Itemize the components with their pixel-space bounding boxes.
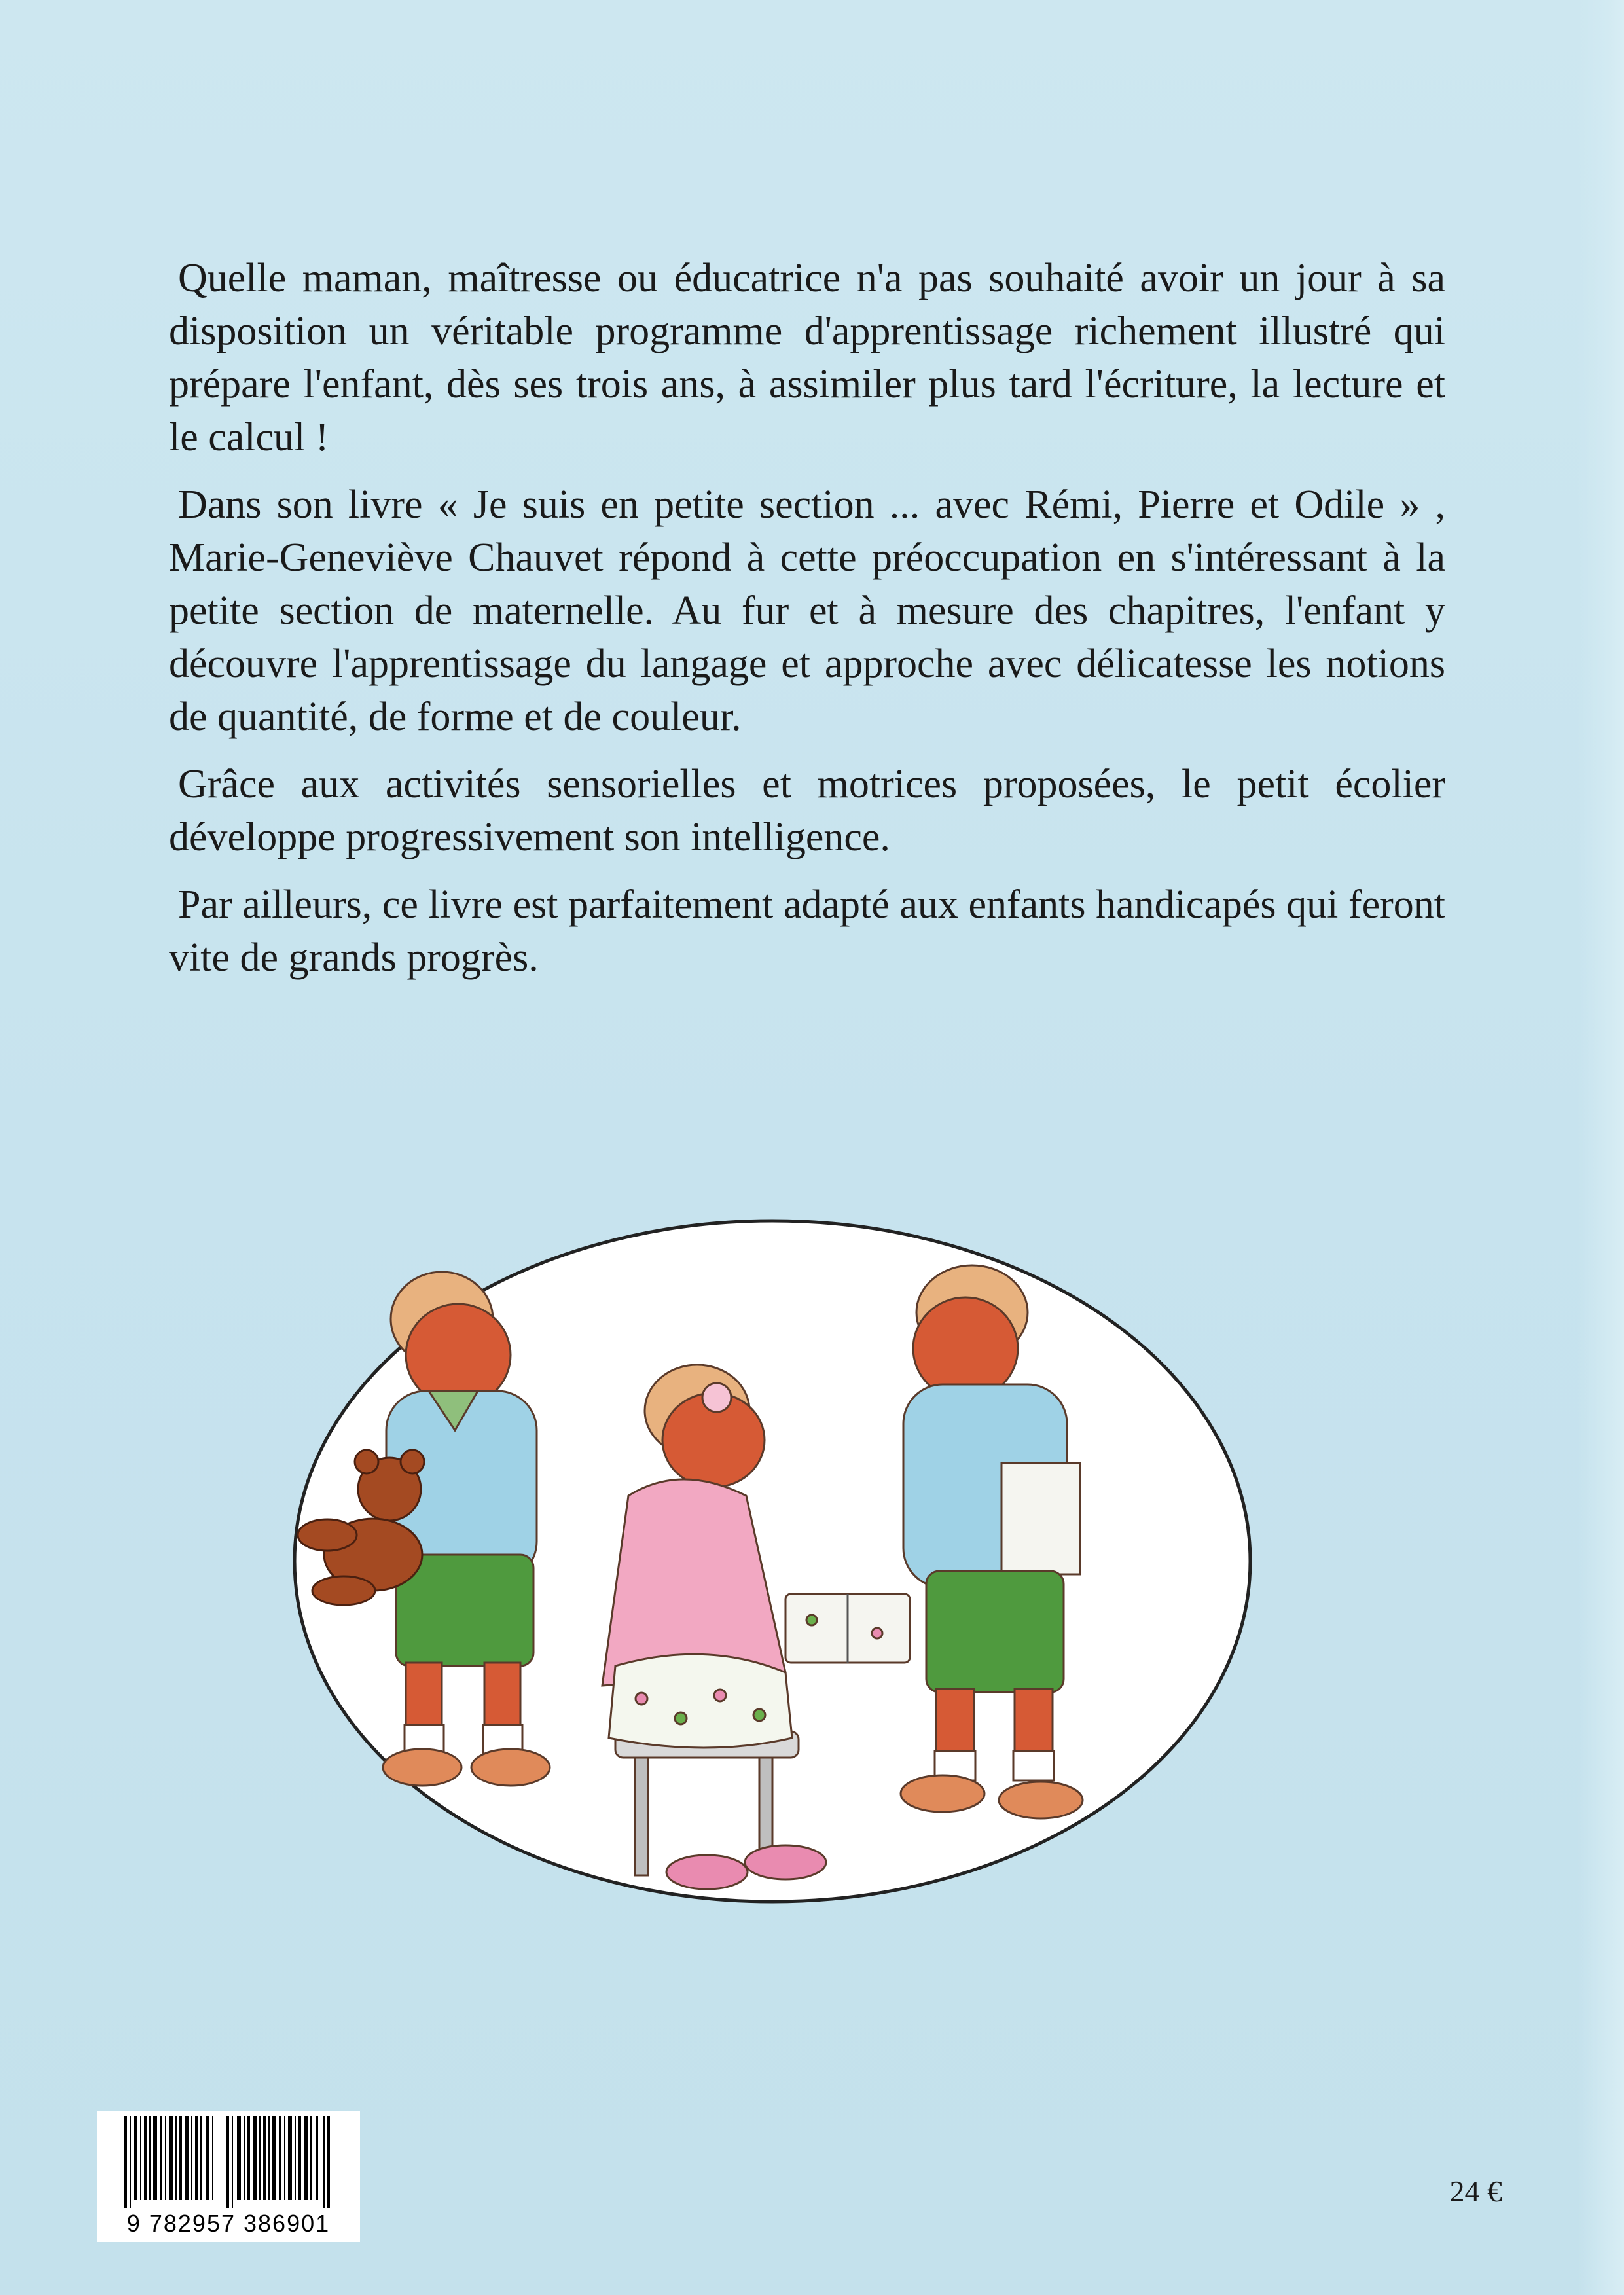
isbn-barcode: [97, 2111, 360, 2242]
blurb-paragraph-3: Grâce aux activités sensorielles et motrices proposées, le petit écolier développe progressivement son intelligence.: [169, 762, 1445, 859]
blurb-text: [169, 252, 1445, 999]
cover-edge: [1578, 0, 1624, 2295]
blurb-paragraph-1: Quelle maman, maîtresse ou éducatrice n'a pas souhaité avoir un jour à sa disposition un véritable programme d'apprentissage richement illustré qui prépare l'enfant, dès ses trois ans, à assimiler plus tard l'écriture, la lecture et le calcul !: [169, 256, 1445, 460]
blurb-paragraph-4: Par ailleurs, ce livre est parfaitement adapté aux enfants handicapés qui feront vite de grands progrès.: [169, 882, 1445, 980]
barcode-bars: [97, 2111, 360, 2209]
blurb-paragraph-2: Dans son livre « Je suis en petite section ... avec Rémi, Pierre et Odile » , Marie-Geneviève Chauvet répond à cette préoccupation en s'intéressant à la petite section de maternelle. Au fur et à mesure des chapitres, l'enfant y découvre l'apprentissage du langage et approche avec délicatesse les notions de quantité, de forme et de couleur.: [169, 482, 1445, 739]
children-reading-illustration: [288, 1214, 1257, 1908]
price-label: 24 €: [1449, 2175, 1502, 2208]
isbn-number: 9 782957 386901: [126, 2210, 331, 2237]
